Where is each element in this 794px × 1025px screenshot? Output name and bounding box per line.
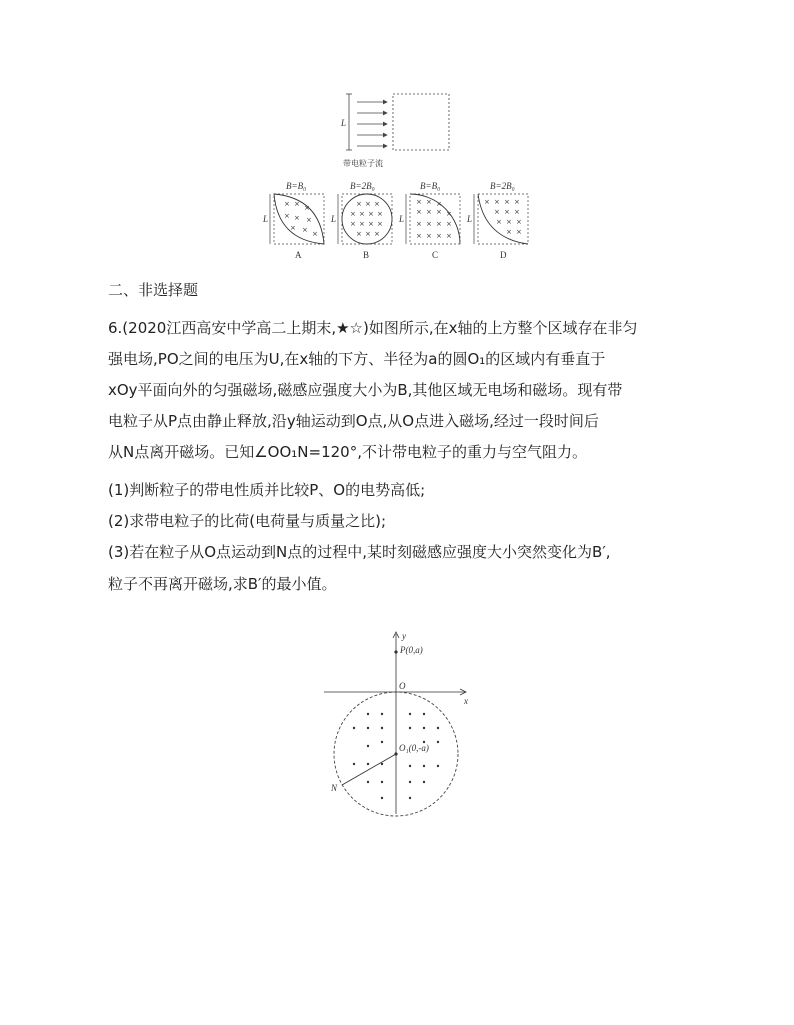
field-diagram [310,630,480,845]
question-line-2: 强电场,PO之间的电压为U,在x轴的下方、半径为a的圆O₁的区域内有垂直于 [108,350,606,368]
svg-text:×: × [436,232,442,240]
svg-text:×: × [416,208,422,216]
point-p-label: P(0,a) [400,645,423,655]
svg-text:×: × [350,220,356,228]
svg-text:×: × [416,220,422,228]
option-a-side: L [263,214,269,224]
point-p-marker [394,650,397,653]
svg-text:×: × [506,218,512,226]
stream-arrows [357,102,387,146]
svg-text:×: × [416,198,422,206]
svg-text:×: × [306,216,312,224]
svg-text:×: × [446,232,452,240]
question-tail: 粒子不再离开磁场,求B′的最小值。 [108,575,337,593]
svg-text:×: × [304,204,310,212]
svg-text:×: × [416,232,422,240]
question-part-2: (2)求带电粒子的比荷(电荷量与质量之比); [108,512,387,530]
svg-text:×: × [514,198,520,206]
y-axis [393,632,399,814]
svg-text:×: × [284,200,290,208]
svg-text:×: × [494,198,500,206]
svg-text:×: × [365,200,371,208]
question-part-3: (3)若在粒子从O点运动到N点的过程中,某时刻磁感应强度大小突然变化为B′, [108,543,611,561]
option-c-side: L [399,214,405,224]
svg-text:×: × [284,212,290,220]
svg-text:×: × [484,198,490,206]
svg-text:×: × [436,208,442,216]
option-c-field: B=B₀ [420,181,441,191]
x-axis-label: x [464,696,468,706]
dashed-region [393,94,449,150]
section-title: 二、非选择题 [108,281,199,299]
option-d-field: B=2B₀ [490,181,515,191]
svg-text:×: × [436,200,442,208]
figure-caption: 带电粒子流 [343,159,383,168]
question-part-1: (1)判断粒子的带电性质并比较P、O的电势高低; [108,481,426,499]
svg-text:×: × [365,230,371,238]
svg-text:×: × [356,230,362,238]
option-b [330,181,392,260]
svg-text:×: × [294,214,300,222]
svg-text:×: × [446,220,452,228]
svg-text:×: × [504,208,510,216]
svg-text:×: × [359,210,365,218]
side-label: L [341,118,347,128]
question-line-3: xOy平面向外的匀强磁场,磁感应强度大小为B,其他区域无电场和磁场。现有带 [108,381,623,399]
svg-text:×: × [356,200,362,208]
option-a-letter: A [295,250,302,260]
svg-text:×: × [496,218,502,226]
option-a-field: B=B₀ [286,181,307,191]
svg-text:×: × [494,208,500,216]
svg-text:×: × [504,198,510,206]
svg-text:×: × [426,208,432,216]
radius-o1-n [342,754,396,785]
svg-text:×: × [506,228,512,236]
point-n-label: N [331,783,338,793]
svg-text:×: × [374,230,380,238]
svg-text:×: × [377,220,383,228]
options-figure [262,180,534,262]
svg-text:×: × [374,200,380,208]
option-c [398,181,460,260]
svg-text:×: × [302,226,308,234]
svg-text:×: × [294,200,300,208]
option-b-letter: B [363,250,370,260]
svg-text:×: × [516,218,522,226]
svg-text:×: × [426,220,432,228]
option-d-letter: D [500,250,507,260]
option-d-side: L [467,214,473,224]
svg-text:×: × [368,210,374,218]
svg-text:×: × [377,210,383,218]
svg-text:×: × [290,224,296,232]
center-o1-label: O₁(0,-a) [399,743,429,753]
option-d [466,181,528,260]
option-a [262,181,324,260]
svg-text:×: × [312,230,318,238]
svg-text:×: × [516,228,522,236]
dimension-line-L [346,94,352,150]
svg-text:×: × [426,232,432,240]
question-line-1: 6.(2020江西高安中学高二上期末,★☆)如图所示,在x轴的上方整个区域存在非匀 [108,319,638,337]
y-axis-label: y [402,631,406,641]
question-line-4: 电粒子从P点由静止释放,沿y轴运动到O点,从O点进入磁场,经过一段时间后 [108,412,599,430]
svg-text:×: × [350,210,356,218]
svg-text:×: × [436,220,442,228]
svg-text:×: × [359,220,365,228]
svg-text:×: × [514,208,520,216]
option-b-field: B=2B₀ [350,181,375,191]
origin-label: O [399,681,406,691]
svg-text:×: × [446,210,452,218]
svg-text:×: × [368,220,374,228]
svg-text:×: × [426,198,432,206]
option-b-side: L [331,214,337,224]
option-c-letter: C [432,250,439,260]
question-line-5: 从N点离开磁场。已知∠OO₁N=120°,不计带电粒子的重力与空气阻力。 [108,443,587,461]
particle-stream-figure [335,88,465,173]
